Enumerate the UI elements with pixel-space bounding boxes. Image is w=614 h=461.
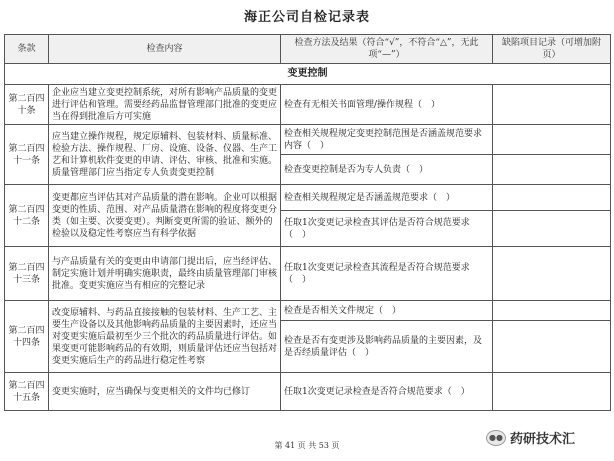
method-cell: 任取1次变更记录检查其评估是否符合规范要求（ ） bbox=[281, 211, 493, 247]
header-content: 检查内容 bbox=[49, 35, 281, 64]
defect-cell bbox=[493, 373, 611, 411]
table-row bbox=[5, 125, 611, 155]
method-cell: 检查是否有变更涉及影响药品质量的主要因素，及是否经质量评估（ ） bbox=[281, 321, 493, 373]
header-method: 检查方法及结果（符合“√”，不符合“△”，无此项“—”） bbox=[281, 35, 493, 64]
section-title: 变更控制 bbox=[5, 64, 611, 85]
method-cell: 检查变更控制是否为专人负责（ ） bbox=[281, 155, 493, 185]
content-cell: 变更都应当评估其对产品质量的潜在影响。企业可以根据变更的性质、范围、对产品质量潜在影响的程度将变更分类（如主要、次要变更）。判断变更所需的验证、额外的检验以及稳定性考察应当有科学依据 bbox=[49, 185, 281, 247]
method-cell: 任取1次变更记录检查是否符合规范要求（ ） bbox=[281, 373, 493, 411]
page-footer: 第 41 页 共 53 页 bbox=[274, 441, 340, 450]
defect-cell bbox=[493, 155, 611, 185]
header-clause: 条款 bbox=[5, 35, 49, 64]
clause-cell: 第二百四十条 bbox=[5, 85, 49, 125]
method-cell: 任取1次变更记录检查其流程是否符合规范要求（ ） bbox=[281, 247, 493, 301]
section-row bbox=[5, 64, 611, 85]
defect-cell bbox=[493, 185, 611, 211]
clause-cell: 第二百四十四条 bbox=[5, 301, 49, 373]
wechat-icon: ●● bbox=[486, 430, 506, 446]
clause-cell: 第二百四十二条 bbox=[5, 185, 49, 247]
watermark bbox=[486, 428, 575, 447]
table-header-row bbox=[5, 35, 611, 64]
content-cell: 变更实施时，应当确保与变更相关的文件均已修订 bbox=[49, 373, 281, 411]
method-cell: 检查相关规程规定是否涵盖规范要求（ ） bbox=[281, 185, 493, 211]
defect-cell bbox=[493, 247, 611, 301]
table-row bbox=[5, 301, 611, 321]
table-row bbox=[5, 247, 611, 301]
clause-cell: 第二百四十五条 bbox=[5, 373, 49, 411]
watermark-text: 药研技术汇 bbox=[510, 432, 576, 447]
defect-cell bbox=[493, 85, 611, 125]
method-cell: 检查相关规程规定变更控制范围是否涵盖规范要求内容（ ） bbox=[281, 125, 493, 155]
header-defect: 缺陷项目记录（可增加附页） bbox=[493, 35, 611, 64]
defect-cell bbox=[493, 125, 611, 155]
content-cell: 企业应当建立变更控制系统，对所有影响产品质量的变更进行评估和管理。需要经药品监督管理部门批准的变更应当在得到批准后方可实施 bbox=[49, 85, 281, 125]
defect-cell bbox=[493, 321, 611, 373]
clause-cell: 第二百四十一条 bbox=[5, 125, 49, 185]
method-cell: 检查是否相关文件规定（ ） bbox=[281, 301, 493, 321]
method-cell: 检查有无相关书面管理/操作规程（ ） bbox=[281, 85, 493, 125]
clause-cell: 第二百四十三条 bbox=[5, 247, 49, 301]
document-title: 海正公司自检记录表 bbox=[243, 10, 370, 25]
table-row bbox=[5, 85, 611, 125]
defect-cell bbox=[493, 301, 611, 321]
content-cell: 改变原辅料、与药品直接接触的包装材料、生产工艺、主要生产设备以及其他影响药品质量的主要因素时，还应当对变更实施后最初至少三个批次的药品质量进行评估。如果变更可能影响药品的有效期，则质量评估还应当包括对变更实施后生产的药品进行稳定性考察 bbox=[49, 301, 281, 373]
table-row bbox=[5, 373, 611, 411]
defect-cell bbox=[493, 211, 611, 247]
content-cell: 与产品质量有关的变更由申请部门提出后，应当经评估、制定实施计划并明确实施职责，最终由质量管理部门审核批准。变更实施应当有相应的完整记录 bbox=[49, 247, 281, 301]
content-cell: 应当建立操作规程，规定原辅料、包装材料、质量标准、检验方法、操作规程、厂房、设施、设备、仪器、生产工艺和计算机软件变更的申请、评估、审核、批准和实施。质量管理部门应当指定专人负责变更控制 bbox=[49, 125, 281, 185]
table-row bbox=[5, 185, 611, 211]
inspection-table bbox=[4, 34, 611, 411]
